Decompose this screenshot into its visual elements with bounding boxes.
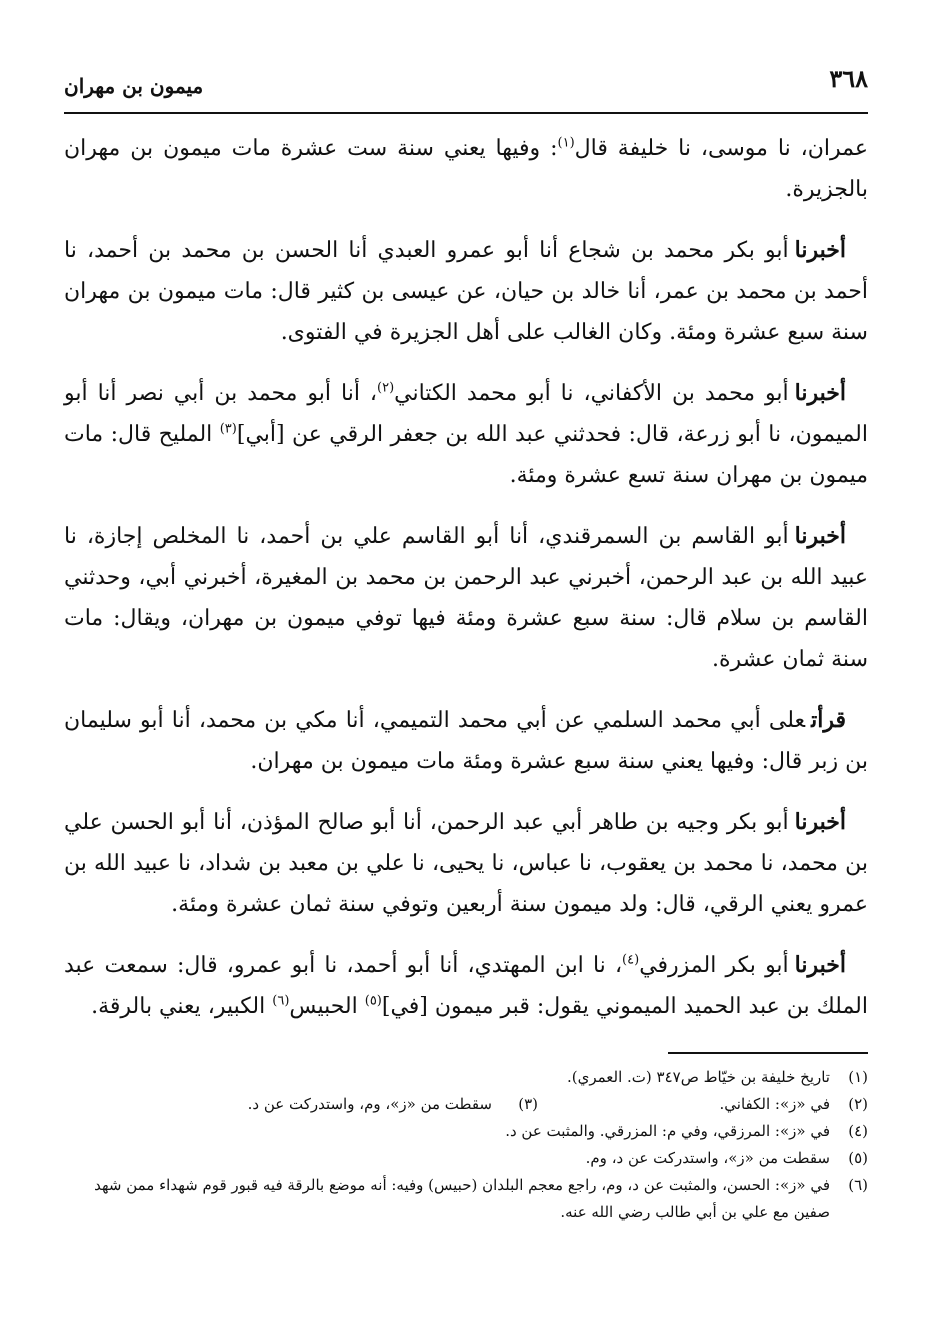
- paragraph-text: أبو بكر محمد بن شجاع أنا أبو عمرو العبدي أنا الحسن بن محمد بن أحمد، نا أحمد بن محمد بن عمر، أنا خالد بن حيان، عن عيسى بن كثير قال: مات ميمون بن مهران سنة سبع عشرة ومئة. وكان الغالب على أهل الجزيرة في الفتوى.: [64, 238, 868, 345]
- paragraph-text: الحبيس: [289, 994, 365, 1019]
- paragraph: [64, 802, 868, 925]
- footnote-text: في «ز»: المرزقي، وفي م: المزرقي. والمثبت عن د.: [505, 1122, 830, 1140]
- footnote-text: سقطت من «ز»، وم، واستدركت عن د.: [247, 1095, 492, 1113]
- main-text: [64, 128, 868, 1047]
- paragraph-text: عمران، نا موسى، نا خليفة قال: [574, 136, 868, 161]
- paragraph-lead-word: أخبرنا: [794, 380, 846, 406]
- footnote-marker: (٦): [272, 993, 290, 1009]
- paragraph-text: أبو محمد بن الأكفاني، نا أبو محمد الكتاني: [394, 381, 789, 406]
- footnote-row: [64, 1145, 868, 1172]
- footnote-number: (٤): [848, 1122, 868, 1140]
- footnote: [567, 1064, 868, 1091]
- footnote-marker: (٣): [219, 421, 237, 437]
- footnotes: [64, 1064, 868, 1226]
- footnote: [586, 1145, 868, 1172]
- paragraph-lead-word: أخبرنا: [794, 523, 846, 549]
- footnote: [64, 1172, 868, 1226]
- footnote: [505, 1118, 868, 1145]
- paragraph-text: ، أنا أبو محمد بن أبي نصر أنا أبو الميمون، نا أبو زرعة، قال: فحدثني عبد الله بن جعفر الرقي عن [أبي]: [64, 381, 868, 447]
- footnote-number: (٦): [848, 1176, 868, 1194]
- paragraph-lead-word: أخبرنا: [794, 237, 846, 263]
- paragraph-text: المليح قال: مات ميمون بن مهران سنة تسع عشرة ومئة.: [64, 422, 868, 488]
- footnote: [538, 1091, 868, 1118]
- paragraph: [64, 373, 868, 496]
- paragraph: [64, 700, 868, 782]
- paragraph-lead-word: أخبرنا: [794, 809, 846, 835]
- paragraph-text: : وفيها يعني سنة ست عشرة مات ميمون بن مهران بالجزيرة.: [64, 136, 868, 202]
- footnote-row: [64, 1091, 868, 1118]
- footnote-number: (٣): [518, 1095, 538, 1113]
- footnote-number: (٥): [848, 1149, 868, 1167]
- paragraph-text: ، نا ابن المهتدي، أنا أبو أحمد، نا أبو عمرو، قال: سمعت عبد الملك بن عبد الحميد الميموني يقول: قبر ميمون [في]: [64, 953, 868, 1019]
- footnote-row: [64, 1064, 868, 1091]
- footnote-text: سقطت من «ز»، واستدركت عن د، وم.: [585, 1149, 830, 1167]
- footnote-divider: [668, 1052, 868, 1054]
- paragraph: [64, 230, 868, 353]
- footnote-text: في «ز»: الحسن، والمثبت عن د، وم، راجع معجم البلدان (حبيس) وفيه: أنه موضع بالرقة فيه قبور قوم شهداء ممن شهد صفين مع علي بن أبي طالب رضي الله عنه.: [94, 1176, 830, 1221]
- paragraph: [64, 128, 868, 210]
- footnote-marker: (١): [557, 135, 575, 151]
- footnote-text: في «ز»: الكفاني.: [719, 1095, 830, 1113]
- footnote-text: تاريخ خليفة بن خيّاط ص٣٤٧ (ت. العمري).: [566, 1068, 830, 1086]
- footnote-marker: (٤): [622, 952, 640, 968]
- running-title: ميمون بن مهران: [64, 74, 204, 98]
- paragraph: [64, 945, 868, 1027]
- paragraph-text: أبو بكر المزرفي: [639, 953, 789, 978]
- page-number: ٣٦٨: [829, 64, 868, 93]
- paragraph-text: أبو بكر وجيه بن طاهر أبي عبد الرحمن، أنا أبو صالح المؤذن، أنا أبو الحسن علي بن محمد، نا محمد بن يعقوب، نا عباس، نا يحيى، نا علي بن معبد بن شداد، نا عبيد الله بن عمرو يعني الرقي، قال: ولد ميمون سنة أربعين وتوفي سنة ثمان عشرة ومئة.: [64, 810, 868, 917]
- paragraph-text: الكبير، يعني بالرقة.: [91, 994, 273, 1019]
- footnote-row: [64, 1172, 868, 1226]
- footnote-marker: (٥): [364, 993, 382, 1009]
- footnote-number: (١): [848, 1068, 868, 1086]
- footnote-marker: (٢): [377, 380, 395, 396]
- paragraph-lead-word: قرأت: [811, 707, 847, 733]
- paragraph-text: على أبي محمد السلمي عن أبي محمد التميمي، أنا مكي بن محمد، أنا أبو سليمان بن زبر قال: وفيها يعني سنة سبع عشرة ومئة مات ميمون بن مهران.: [64, 708, 868, 774]
- paragraph: [64, 516, 868, 680]
- page-header: [64, 60, 868, 114]
- paragraph-lead-word: أخبرنا: [794, 952, 846, 978]
- footnote-row: [64, 1118, 868, 1145]
- footnote-number: (٢): [848, 1095, 868, 1113]
- paragraph-text: أبو القاسم بن السمرقندي، أنا أبو القاسم علي بن أحمد، نا المخلص إجازة، نا عبيد الله بن عبد الرحمن، أخبرني عبد الرحمن بن محمد بن المغيرة، أخبرني أبي، وحدثني القاسم بن سلام قال: سنة سبع عشرة ومئة فيها توفي ميمون بن مهران، ويقال: مات سنة ثمان عشرة.: [64, 524, 868, 672]
- footnote: [64, 1091, 538, 1118]
